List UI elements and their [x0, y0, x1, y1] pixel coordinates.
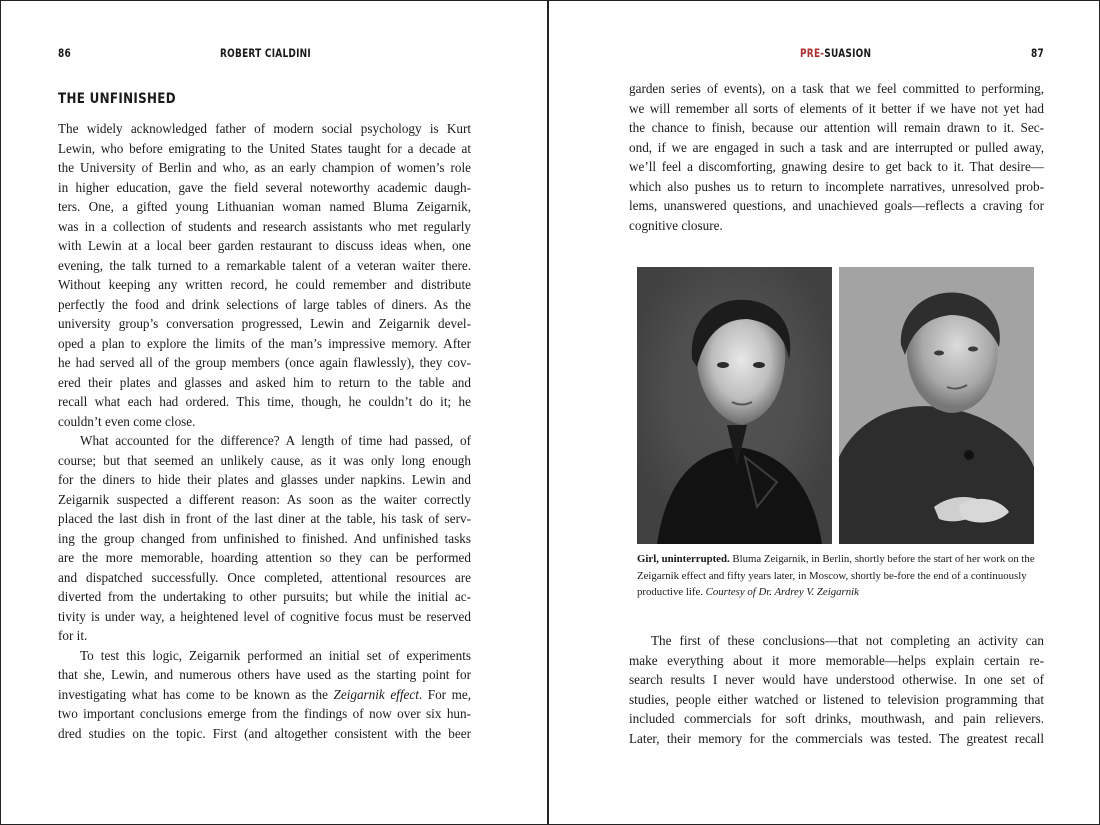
text-line: The widely acknowledged father of modern social psychology is Kurt	[58, 121, 471, 136]
text-line: we’ll feel a discomforting, gnawing desire to get back to it. That desire—	[629, 159, 1044, 174]
text-line: are the more memorable, hoarding attention so they can be performed	[58, 550, 471, 565]
elderly-portrait-illustration	[839, 267, 1034, 544]
text-line: two important conclusions emerge from the findings of now over six hun-	[58, 706, 471, 721]
text-line: cognitive closure.	[629, 217, 723, 233]
text-line: which also pushes us to return to incomplete narratives, unresolved prob-	[629, 178, 1044, 194]
title-accent: PRE-	[800, 46, 825, 60]
text-line: search results I never would have understood otherwise. In one set of	[629, 672, 1044, 687]
text-line: ered their plates and glasses and asked him to return to the table and	[58, 374, 471, 390]
text-line: the chance to finish, because our attention will remain drawn to it. Sec-	[629, 120, 1044, 135]
young-portrait-photo	[637, 267, 832, 544]
italic-term: Zeigarnik effect	[333, 686, 419, 702]
section-title: THE UNFINISHED	[58, 91, 176, 107]
photo-figure	[637, 267, 1034, 545]
right-page	[549, 1, 1097, 824]
text-line: for the diners to hide their plates and glasses under napkins. Lewin and	[58, 472, 471, 487]
text-run: . For me,	[418, 686, 472, 702]
text-line: What accounted for the difference? A length of time had passed, of	[80, 433, 471, 448]
text-line-with-term	[58, 685, 471, 705]
text-line: perfectly the food and drink selections of large tables of diners. As the	[58, 296, 471, 312]
text-line: and dispatched successfully. Once completed, attentional resources are	[58, 569, 471, 585]
text-line: course; but that seemed an unlikely cause, as it was only long enough	[58, 452, 471, 468]
page-number-left: 86	[58, 46, 71, 60]
text-line: placed the last dish in front of the last diner at the table, his task of serv-	[58, 511, 471, 526]
photo-caption	[637, 551, 1047, 601]
left-body-text	[58, 119, 471, 743]
text-line: we will remember all sorts of elements of it better if we have not yet had	[629, 100, 1044, 116]
text-line: was in a collection of students and research assistants who met regularly	[58, 218, 471, 234]
text-line: recall what each had ordered. This time, though, he couldn’t do it; he	[58, 394, 471, 409]
text-line: To test this logic, Zeigarnik performed an initial set of experiments	[80, 647, 471, 663]
text-line: evening, the talk turned to a remarkable talent of a veteran waiter there.	[58, 257, 471, 273]
text-line: tivity is under way, a heightened level of cognitive focus must be reserved	[58, 608, 471, 624]
text-line: with Lewin at a local beer garden restaurant to discuss ideas when, one	[58, 238, 471, 253]
text-line: Zeigarnik suspected a different reason: As soon as the waiter correctly	[58, 491, 471, 507]
caption-credit: Courtesy of Dr. Ardrey V. Zeigarnik	[705, 586, 859, 598]
caption-title: Girl, uninterrupted.	[637, 553, 730, 565]
young-portrait-illustration	[637, 267, 832, 544]
text-line: garden series of events), on a task that we feel committed to performing,	[629, 81, 1044, 96]
text-line: for it.	[58, 628, 88, 643]
caption-text: Bluma Zeigarnik, in Berlin, shortly before the start of her work on the Zeigarnik effect and fifty years later, in Moscow, shortly be-fore the end of a continuously productive life.	[637, 553, 1035, 598]
text-line: ing the group changed from unfinished to finished. And unfinished tasks	[58, 530, 471, 546]
text-line: ters. One, a gifted young Lithuanian woman named Bluma Zeigarnik,	[58, 199, 471, 214]
running-head-title	[800, 46, 871, 60]
right-body-text-bottom	[629, 631, 1044, 748]
text-line: Later, their memory for the commercials was tested. The greatest recall	[629, 730, 1044, 746]
right-body-text-top	[629, 79, 1044, 235]
text-line: ond, if we are engaged in such a task and are interrupted or pulled away,	[629, 139, 1044, 155]
title-rest: SUASION	[824, 46, 872, 60]
text-line: The first of these conclusions—that not completing an activity can	[651, 633, 1044, 648]
text-line: oped a plan to explore the limits of the man’s impressive memory. After	[58, 335, 471, 351]
text-line: included commercials for soft drinks, mouthwash, and pain relievers.	[629, 711, 1044, 726]
text-line: make everything about it more memorable—helps explain certain re-	[629, 652, 1044, 668]
text-line: lems, unanswered questions, and unachieved goals—reflects a craving for	[629, 198, 1044, 213]
text-line: Without keeping any written record, he could remember and distribute	[58, 277, 471, 292]
text-line: that she, Lewin, and numerous others have used as the starting point for	[58, 667, 471, 682]
running-head-author: ROBERT CIALDINI	[220, 46, 311, 60]
text-line: studies, people either watched or listened to television programming that	[629, 691, 1044, 707]
left-page	[1, 1, 549, 824]
text-line: dred studies on the topic. First (and altogether consistent with the beer	[58, 725, 471, 741]
elderly-portrait-photo	[839, 267, 1034, 544]
text-line: Lewin, who before emigrating to the United States taught for a decade at	[58, 140, 471, 156]
text-line: couldn’t even come close.	[58, 413, 196, 429]
page-number-right: 87	[1031, 46, 1044, 60]
text-line: university group’s conversation progressed, Lewin and Zeigarnik devel-	[58, 316, 471, 331]
text-line: in higher education, gave the field several noteworthy academic daugh-	[58, 179, 471, 195]
text-line: the University of Berlin and who, as an early champion of women’s role	[58, 160, 471, 175]
text-line: he had served all of the group members (once again flawlessly), they cov-	[58, 355, 471, 370]
text-line: diverted from the undertaking to other pursuits; but while the initial ac-	[58, 589, 471, 604]
text-run: investigating what has come to be known as the	[58, 686, 328, 702]
